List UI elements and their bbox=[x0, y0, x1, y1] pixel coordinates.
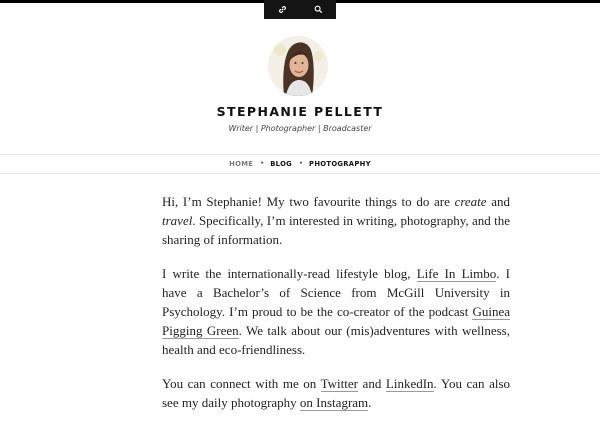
search-button[interactable] bbox=[300, 0, 336, 19]
instagram-link[interactable]: on Instagram bbox=[299, 395, 369, 410]
nav-separator: • bbox=[299, 159, 304, 167]
top-toolbar bbox=[264, 0, 336, 19]
site-title[interactable]: STEPHANIE PELLETT bbox=[216, 104, 384, 119]
twitter-link[interactable]: Twitter bbox=[320, 376, 358, 391]
connect-paragraph: You can connect with me on Twitter and LinkedIn. You can also see my daily photography on Instagram. bbox=[162, 376, 511, 410]
linkedin-link[interactable]: LinkedIn bbox=[385, 376, 434, 391]
avatar[interactable] bbox=[268, 36, 328, 96]
nav-home[interactable]: HOME bbox=[229, 160, 254, 168]
emphasis-travel: travel bbox=[162, 213, 193, 228]
search-icon bbox=[314, 5, 323, 14]
link-button[interactable] bbox=[264, 0, 300, 19]
page-content bbox=[162, 192, 510, 427]
emphasis-create: create bbox=[454, 194, 487, 209]
blog-link[interactable]: Life In Limbo bbox=[416, 266, 497, 281]
main-navigation bbox=[0, 154, 600, 174]
site-tagline: Writer | Photographer | Broadcaster bbox=[228, 124, 372, 133]
nav-blog[interactable]: BLOG bbox=[270, 160, 293, 168]
nav-separator: • bbox=[260, 159, 265, 167]
nav-photography[interactable]: PHOTOGRAPHY bbox=[309, 160, 371, 168]
link-icon bbox=[278, 5, 287, 14]
podcast-link[interactable]: Guinea Pigging Green bbox=[162, 304, 510, 338]
profile-photo bbox=[268, 36, 328, 96]
intro-paragraph: Hi, I’m Stephanie! My two favourite things to do are create and travel. Specifically, I’m interested in writing, photography, and the sharing of information. bbox=[162, 194, 511, 247]
bio-paragraph: I write the internationally-read lifestyle blog, Life In Limbo. I have a Bachelor’s of Science from McGill University in Psychology. I’m proud to be the co-creator of the podcast Guinea Pigging Green. We talk about our (mis)adventures with wellness, health and eco-friendliness. bbox=[162, 266, 510, 357]
